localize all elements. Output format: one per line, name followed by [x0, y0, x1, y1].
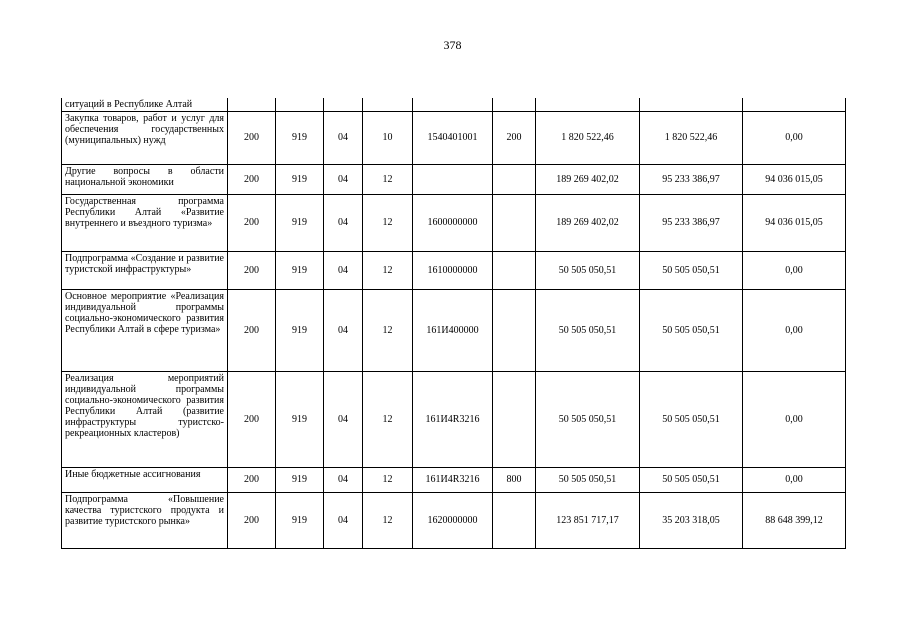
- section-cell: 04: [324, 251, 363, 289]
- amount-federal-cell: [640, 98, 743, 111]
- row-name-cell: Подпрограмма «Создание и развитие туристской инфраструктуры»: [62, 251, 228, 289]
- section-cell: 04: [324, 492, 363, 548]
- amount-regional-cell: 0,00: [743, 251, 846, 289]
- subsection-cell: 12: [363, 371, 413, 467]
- expense-type-cell: [493, 98, 536, 111]
- amount-regional-cell: 0,00: [743, 371, 846, 467]
- ppp-code-cell: 200: [228, 492, 276, 548]
- section-cell: 04: [324, 111, 363, 164]
- row-name-cell: Реализация мероприятий индивидуальной программы социально-экономического развития Республики Алтай (развитие инфраструктуры туристско-рекреационных кластеров): [62, 371, 228, 467]
- ppp-code-cell: 200: [228, 289, 276, 371]
- ppp-code-cell: 200: [228, 371, 276, 467]
- expense-type-cell: [493, 251, 536, 289]
- amount-total-cell: 50 505 050,51: [536, 371, 640, 467]
- section-cell: 04: [324, 467, 363, 492]
- amount-federal-cell: 35 203 318,05: [640, 492, 743, 548]
- row-name-cell: Закупка товаров, работ и услуг для обеспечения государственных (муниципальных) нужд: [62, 111, 228, 164]
- target-article-cell: 1540401001: [413, 111, 493, 164]
- subsection-cell: 12: [363, 194, 413, 251]
- amount-total-cell: 50 505 050,51: [536, 467, 640, 492]
- budget-table: [61, 98, 846, 549]
- row-name-cell: ситуаций в Республике Алтай: [62, 98, 228, 111]
- amount-federal-cell: 50 505 050,51: [640, 251, 743, 289]
- row-name-cell: Подпрограмма «Повышение качества туристского продукта и развитие туристского рынка»: [62, 492, 228, 548]
- section-cell: 04: [324, 164, 363, 194]
- subsection-cell: [363, 98, 413, 111]
- amount-federal-cell: 50 505 050,51: [640, 289, 743, 371]
- target-article-cell: [413, 98, 493, 111]
- target-article-cell: [413, 164, 493, 194]
- target-article-cell: 161И4R3216: [413, 467, 493, 492]
- subsection-cell: 12: [363, 251, 413, 289]
- target-article-cell: 1610000000: [413, 251, 493, 289]
- table-row: [62, 371, 846, 467]
- amount-total-cell: 189 269 402,02: [536, 194, 640, 251]
- subsection-cell: 10: [363, 111, 413, 164]
- table-body: [62, 98, 846, 548]
- amount-regional-cell: 0,00: [743, 111, 846, 164]
- subsection-cell: 12: [363, 492, 413, 548]
- amount-regional-cell: 0,00: [743, 289, 846, 371]
- table-row: [62, 251, 846, 289]
- page-number: 378: [443, 38, 462, 52]
- expense-type-cell: [493, 289, 536, 371]
- gr-code-cell: 919: [276, 371, 324, 467]
- amount-federal-cell: 50 505 050,51: [640, 371, 743, 467]
- ppp-code-cell: 200: [228, 164, 276, 194]
- target-article-cell: 161И4R3216: [413, 371, 493, 467]
- expense-type-cell: 200: [493, 111, 536, 164]
- ppp-code-cell: [228, 98, 276, 111]
- subsection-cell: 12: [363, 164, 413, 194]
- expense-type-cell: [493, 194, 536, 251]
- amount-total-cell: 50 505 050,51: [536, 289, 640, 371]
- expense-type-cell: [493, 164, 536, 194]
- ppp-code-cell: 200: [228, 111, 276, 164]
- amount-regional-cell: 88 648 399,12: [743, 492, 846, 548]
- gr-code-cell: 919: [276, 467, 324, 492]
- table-row: [62, 111, 846, 164]
- gr-code-cell: 919: [276, 194, 324, 251]
- amount-total-cell: [536, 98, 640, 111]
- amount-federal-cell: 95 233 386,97: [640, 194, 743, 251]
- target-article-cell: 1600000000: [413, 194, 493, 251]
- amount-regional-cell: 94 036 015,05: [743, 164, 846, 194]
- amount-federal-cell: 1 820 522,46: [640, 111, 743, 164]
- gr-code-cell: 919: [276, 289, 324, 371]
- table-row: [62, 98, 846, 111]
- amount-total-cell: 123 851 717,17: [536, 492, 640, 548]
- expense-type-cell: 800: [493, 467, 536, 492]
- amount-total-cell: 189 269 402,02: [536, 164, 640, 194]
- target-article-cell: 161И400000: [413, 289, 493, 371]
- row-name-cell: Государственная программа Республики Алтай «Развитие внутреннего и въездного туризма»: [62, 194, 228, 251]
- section-cell: [324, 98, 363, 111]
- section-cell: 04: [324, 194, 363, 251]
- row-name-cell: Другие вопросы в области национальной экономики: [62, 164, 228, 194]
- ppp-code-cell: 200: [228, 467, 276, 492]
- subsection-cell: 12: [363, 289, 413, 371]
- amount-federal-cell: 95 233 386,97: [640, 164, 743, 194]
- subsection-cell: 12: [363, 467, 413, 492]
- row-name-cell: Основное мероприятие «Реализация индивидуальной программы социально-экономического развития Республики Алтай в сфере туризма»: [62, 289, 228, 371]
- table-row: [62, 467, 846, 492]
- row-name-cell: Иные бюджетные ассигнования: [62, 467, 228, 492]
- gr-code-cell: 919: [276, 164, 324, 194]
- gr-code-cell: [276, 98, 324, 111]
- gr-code-cell: 919: [276, 492, 324, 548]
- expense-type-cell: [493, 371, 536, 467]
- amount-regional-cell: 0,00: [743, 467, 846, 492]
- table-row: [62, 289, 846, 371]
- amount-regional-cell: [743, 98, 846, 111]
- table-row: [62, 492, 846, 548]
- amount-total-cell: 50 505 050,51: [536, 251, 640, 289]
- table-row: [62, 164, 846, 194]
- section-cell: 04: [324, 371, 363, 467]
- gr-code-cell: 919: [276, 251, 324, 289]
- amount-federal-cell: 50 505 050,51: [640, 467, 743, 492]
- amount-regional-cell: 94 036 015,05: [743, 194, 846, 251]
- table-row: [62, 194, 846, 251]
- expense-type-cell: [493, 492, 536, 548]
- ppp-code-cell: 200: [228, 251, 276, 289]
- target-article-cell: 1620000000: [413, 492, 493, 548]
- ppp-code-cell: 200: [228, 194, 276, 251]
- gr-code-cell: 919: [276, 111, 324, 164]
- amount-total-cell: 1 820 522,46: [536, 111, 640, 164]
- section-cell: 04: [324, 289, 363, 371]
